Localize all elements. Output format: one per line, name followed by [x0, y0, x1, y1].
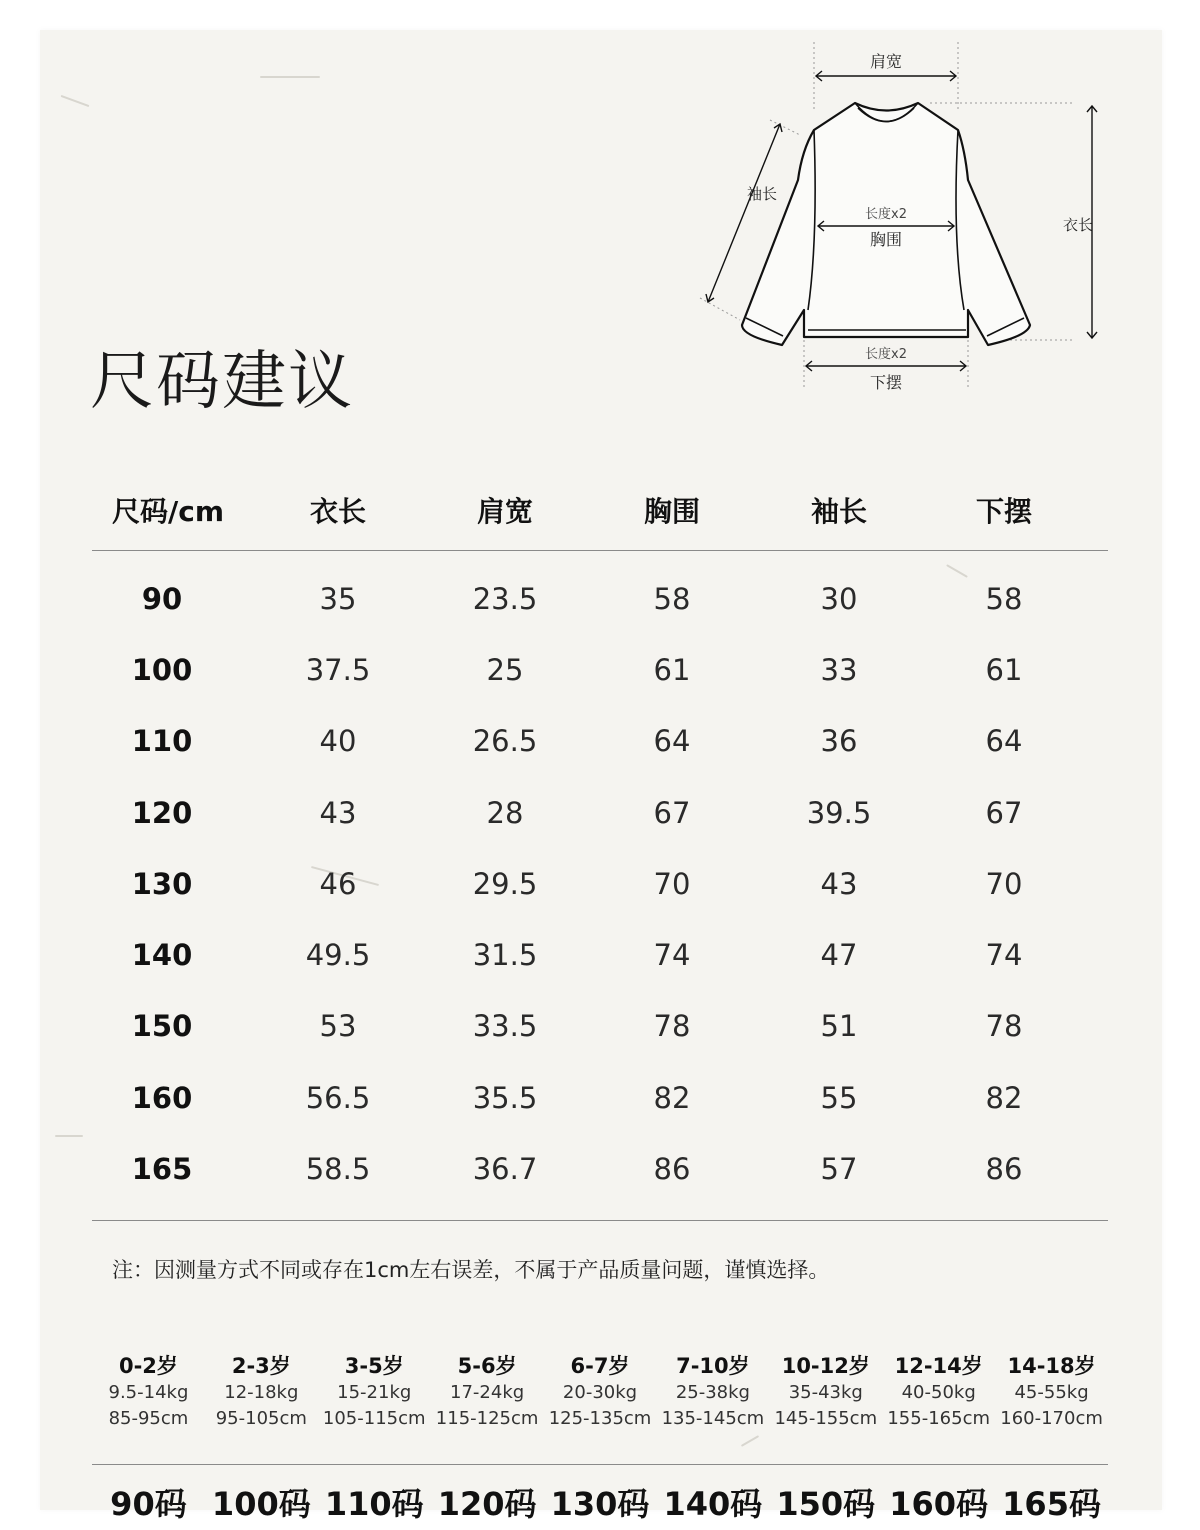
chest-cell: 61 [653, 652, 691, 687]
header-hem: 下摆 [975, 495, 1032, 528]
weight-range: 40-50kg [901, 1382, 976, 1403]
age-guide-item [882, 1350, 995, 1429]
size-cell: 100 [131, 652, 193, 687]
shoulder-cell: 29.5 [472, 866, 538, 901]
size-label: 100码 [211, 1485, 311, 1523]
length-label: 衣长 [1062, 216, 1094, 234]
garment-diagram [690, 40, 1110, 420]
age-range: 10-12岁 [781, 1354, 870, 1378]
sleeve-cell: 47 [820, 938, 858, 973]
page-title: 尺码建议 [90, 345, 354, 419]
weight-range: 20-30kg [562, 1382, 638, 1403]
weight-range: 17-24kg [450, 1382, 525, 1403]
height-range: 145-155cm [774, 1408, 878, 1429]
size-cell: 165 [131, 1152, 193, 1187]
header-size: 尺码/cm [112, 495, 225, 528]
table-row [92, 563, 1108, 634]
shoulder-label: 肩宽 [869, 52, 903, 71]
age-guide-item [995, 1350, 1108, 1429]
hem-cell: 64 [985, 724, 1023, 759]
size-cell: 90 [141, 581, 183, 616]
table-row [92, 1062, 1108, 1133]
table-row [92, 777, 1108, 848]
size-label: 120码 [437, 1485, 537, 1523]
hem-cell: 86 [985, 1152, 1023, 1187]
paper-fleck [741, 1435, 759, 1447]
chest-cell: 58 [653, 581, 691, 616]
size-label: 140码 [663, 1485, 763, 1523]
table-row [92, 634, 1108, 705]
shoulder-cell: 28 [486, 795, 524, 830]
hem-cell: 58 [985, 581, 1023, 616]
hem-cell: 70 [985, 866, 1023, 901]
age-guide-item [92, 1350, 205, 1429]
table-row [92, 848, 1108, 919]
paper-fleck [61, 95, 90, 107]
size-cell: 160 [131, 1080, 193, 1115]
chest-cell: 74 [653, 938, 691, 973]
shoulder-cell: 25 [486, 652, 524, 687]
age-range: 7-10岁 [676, 1354, 750, 1378]
height-range: 125-135cm [548, 1408, 652, 1429]
height-range: 115-125cm [435, 1408, 539, 1429]
measurement-note: 注：因测量方式不同或存在1cm左右误差，不属于产品质量问题，谨慎选择。 [112, 1258, 830, 1282]
sleeve-cell: 57 [820, 1152, 858, 1187]
size-cell: 120 [131, 795, 193, 830]
shoulder-cell: 33.5 [472, 1009, 538, 1044]
age-range: 12-14岁 [894, 1354, 983, 1378]
table-row [92, 1133, 1108, 1204]
weight-range: 35-43kg [788, 1382, 863, 1403]
sleeve-cell: 39.5 [806, 795, 872, 830]
length-cell: 58.5 [305, 1152, 371, 1187]
sleeve-cell: 36 [820, 724, 858, 759]
chest-cell: 82 [653, 1080, 691, 1115]
age-guide-item [656, 1350, 769, 1429]
length-cell: 35 [319, 581, 357, 616]
sleeve-cell: 55 [820, 1080, 858, 1115]
sweatshirt-measurement-diagram [690, 40, 1110, 420]
length-cell: 53 [319, 1009, 357, 1044]
sleeve-cell: 33 [820, 652, 858, 687]
height-range: 95-105cm [215, 1408, 307, 1429]
length-cell: 46 [319, 866, 357, 901]
sleeve-cell: 30 [820, 581, 858, 616]
height-range: 160-170cm [1000, 1408, 1103, 1429]
age-guide-divider [92, 1464, 1108, 1465]
size-label: 90码 [110, 1485, 187, 1523]
hem-cell: 74 [985, 938, 1023, 973]
weight-range: 15-21kg [337, 1382, 412, 1403]
size-table-body [92, 551, 1108, 1205]
sleeve-cell: 43 [820, 866, 858, 901]
hem-cell: 78 [985, 1009, 1023, 1044]
chest-cell: 64 [653, 724, 691, 759]
height-range: 105-115cm [322, 1408, 426, 1429]
size-label: 165码 [1002, 1485, 1101, 1523]
sleeve-label: 袖长 [746, 185, 778, 203]
hem-cell: 61 [985, 652, 1023, 687]
length-cell: 56.5 [305, 1080, 371, 1115]
size-label: 150码 [776, 1485, 876, 1523]
shoulder-cell: 23.5 [472, 581, 538, 616]
length-cell: 37.5 [305, 652, 371, 687]
weight-range: 12-18kg [224, 1382, 299, 1403]
hem-note: 长度x2 [865, 347, 907, 362]
hem-cell: 67 [985, 795, 1023, 830]
shoulder-cell: 35.5 [472, 1080, 538, 1115]
table-row [92, 706, 1108, 777]
header-shoulder: 肩宽 [476, 495, 533, 528]
paper-fleck [260, 76, 320, 78]
age-guide-item [544, 1350, 657, 1429]
weight-range: 25-38kg [675, 1382, 750, 1403]
size-cell: 130 [131, 866, 193, 901]
size-label-row [92, 1478, 1108, 1523]
size-table-header [92, 470, 1108, 551]
chest-label: 胸围 [869, 230, 903, 249]
header-length: 衣长 [309, 495, 366, 528]
table-row [92, 991, 1108, 1062]
age-guide-item [769, 1350, 882, 1429]
age-range: 3-5岁 [344, 1354, 404, 1378]
age-guide-item [318, 1350, 431, 1429]
length-cell: 40 [319, 724, 357, 759]
age-guide [92, 1350, 1108, 1429]
header-chest: 胸围 [643, 495, 700, 528]
size-label: 160码 [889, 1485, 989, 1523]
weight-range: 9.5-14kg [108, 1382, 189, 1403]
age-range: 14-18岁 [1007, 1354, 1096, 1378]
age-range: 6-7岁 [570, 1354, 630, 1378]
shoulder-cell: 31.5 [472, 938, 538, 973]
size-label: 130码 [550, 1485, 650, 1523]
chest-note: 长度x2 [865, 207, 907, 222]
age-guide-item [205, 1350, 318, 1429]
height-range: 85-95cm [108, 1408, 189, 1429]
table-bottom-divider [92, 1220, 1108, 1221]
size-table [92, 470, 1108, 1205]
table-row [92, 919, 1108, 990]
shoulder-cell: 36.7 [472, 1152, 538, 1187]
age-range: 2-3岁 [231, 1354, 291, 1378]
length-cell: 49.5 [305, 938, 371, 973]
age-guide-item [431, 1350, 544, 1429]
chest-cell: 70 [653, 866, 691, 901]
weight-range: 45-55kg [1014, 1382, 1089, 1403]
sleeve-cell: 51 [820, 1009, 858, 1044]
header-sleeve: 袖长 [810, 495, 867, 528]
age-range: 0-2岁 [118, 1354, 178, 1378]
size-label: 110码 [324, 1485, 424, 1523]
height-range: 135-145cm [661, 1408, 765, 1429]
chest-cell: 78 [653, 1009, 691, 1044]
age-range: 5-6岁 [457, 1354, 517, 1378]
paper-fleck [55, 1135, 83, 1137]
size-cell: 110 [131, 724, 193, 759]
size-cell: 140 [131, 938, 193, 973]
size-cell: 150 [131, 1009, 193, 1044]
hem-cell: 82 [985, 1080, 1023, 1115]
shoulder-cell: 26.5 [472, 724, 538, 759]
hem-label: 下摆 [869, 373, 903, 392]
chest-cell: 67 [653, 795, 691, 830]
length-cell: 43 [319, 795, 357, 830]
size-guide-page [40, 30, 1162, 1523]
chest-cell: 86 [653, 1152, 691, 1187]
height-range: 155-165cm [887, 1408, 990, 1429]
